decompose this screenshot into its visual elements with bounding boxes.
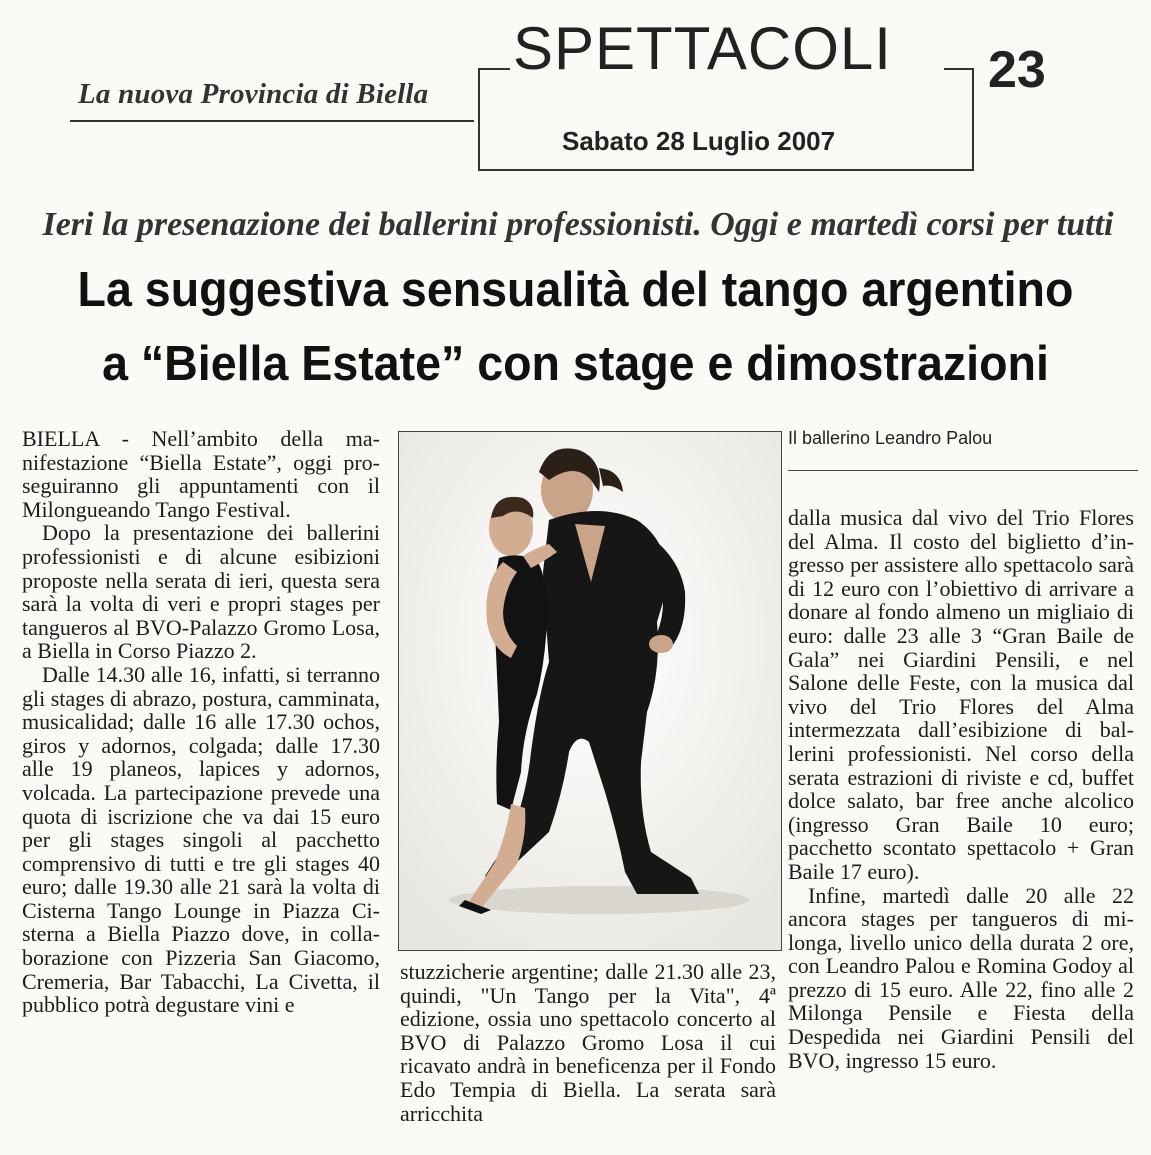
newspaper-name: La nuova Provincia di Biella	[78, 78, 429, 110]
article-kicker: Ieri la presenazione dei ballerini professionisti. Oggi e martedì corsi per tutti	[42, 206, 1114, 243]
photo-caption: Il ballerino Leandro Palou	[788, 428, 993, 448]
article-column-1	[22, 427, 380, 1017]
section-box-border	[478, 68, 480, 170]
paragraph: BIELLA - Nell’ambito della manifestazione “Biella Estate”, oggi proseguiranno gli appuntamenti con il Milongueando Tango Festival.	[22, 426, 380, 522]
tango-dancers-illustration	[399, 432, 781, 950]
section-box-border	[478, 169, 974, 171]
section-title: SPETTACOLI	[513, 15, 892, 82]
section-box-border	[944, 68, 974, 70]
paragraph: stuzzicherie argentine; dalle 21.30 alle 23, quindi, "Un Tango per la Vita", 4ª edizione, ossia uno spettacolo concerto al BVO di Palazzo Gromo Losa il cui ricavato andrà in beneficenza per il Fondo Edo Tempia di Biella. La serata sarà arricchita	[400, 959, 776, 1126]
caption-rule	[788, 470, 1138, 471]
dancers-photo	[398, 431, 782, 951]
issue-date: Sabato 28 Luglio 2007	[562, 126, 836, 156]
article-headline-line-1: La suggestiva sensualità del tango argentino	[77, 263, 1074, 317]
article-column-2	[400, 960, 776, 1125]
paragraph: Dalle 14.30 alle 16, infatti, si terranno gli stages di abrazo, postura, camminata, musicalidad; dalle 16 alle 17.30 ochos, giros y adornos, colgada; dalle 17.30 alle 19 planeos, lapices y adornos, volcada. La partecipazione prevede una quota di iscrizione che va dai 15 euro per gli stages singoli al pacchetto comprensivo di tutti e tre gli stages 40 euro; dalle 19.30 alle 21 sarà la volta di Cisterna Tango Lounge in Piazza Cisterna a Biella Piazzo dove, in collaborazione con Pizzeria San Giacomo, Cremeria, Bar Tabacchi, La Civetta, il pubblico potrà degustare vini e	[22, 661, 380, 1018]
masthead-rule	[70, 120, 474, 122]
section-box-border	[972, 68, 974, 170]
paragraph: Infine, martedì dalle 20 alle 22 ancora stages per tangueros di milonga, livello unico della durata 2 ore, con Leandro Palou e Romina Godoy al prezzo di 15 euro. Alle 22, fino alle 2 Milonga Pensile e Fiesta della Despedida nei Giardini Pensili del BVO, ingresso 15 euro.	[788, 882, 1134, 1073]
paragraph: dalla musica dal vivo del Trio Flores del Alma. Il costo del biglietto d’ingresso per assistere allo spettacolo sarà di 12 euro con l’obiettivo di arrivare a donare al fondo almeno un migliaio di euro: dalle 23 alle 3 “Gran Baile de Gala” nei Giardini Pensili, e nel Salone delle Feste, con la musica dal vivo del Trio Flores del Alma intermezzata dall’esibizione di ballerini professionisti. Nel corso della serata estrazioni di riviste e cd, buffet dolce salato, bar free anche alcolico (ingresso Gran Baile 10 euro; pacchetto scontato spettacolo + Gran Baile 17 euro).	[788, 505, 1134, 884]
section-box-border	[478, 68, 510, 70]
article-headline-line-2: a “Biella Estate” con stage e dimostrazioni	[102, 337, 1049, 391]
article-column-3	[788, 506, 1134, 1072]
page-number: 23	[988, 41, 1046, 99]
paragraph: Dopo la presentazione dei ballerini professionisti e di alcune esibizioni proposte nella serata di ieri, questa sera sarà la volta di veri e propri stages per tangueros al BVO-Palazzo Gromo Losa, a Biella in Corso Piazzo 2.	[22, 520, 380, 664]
